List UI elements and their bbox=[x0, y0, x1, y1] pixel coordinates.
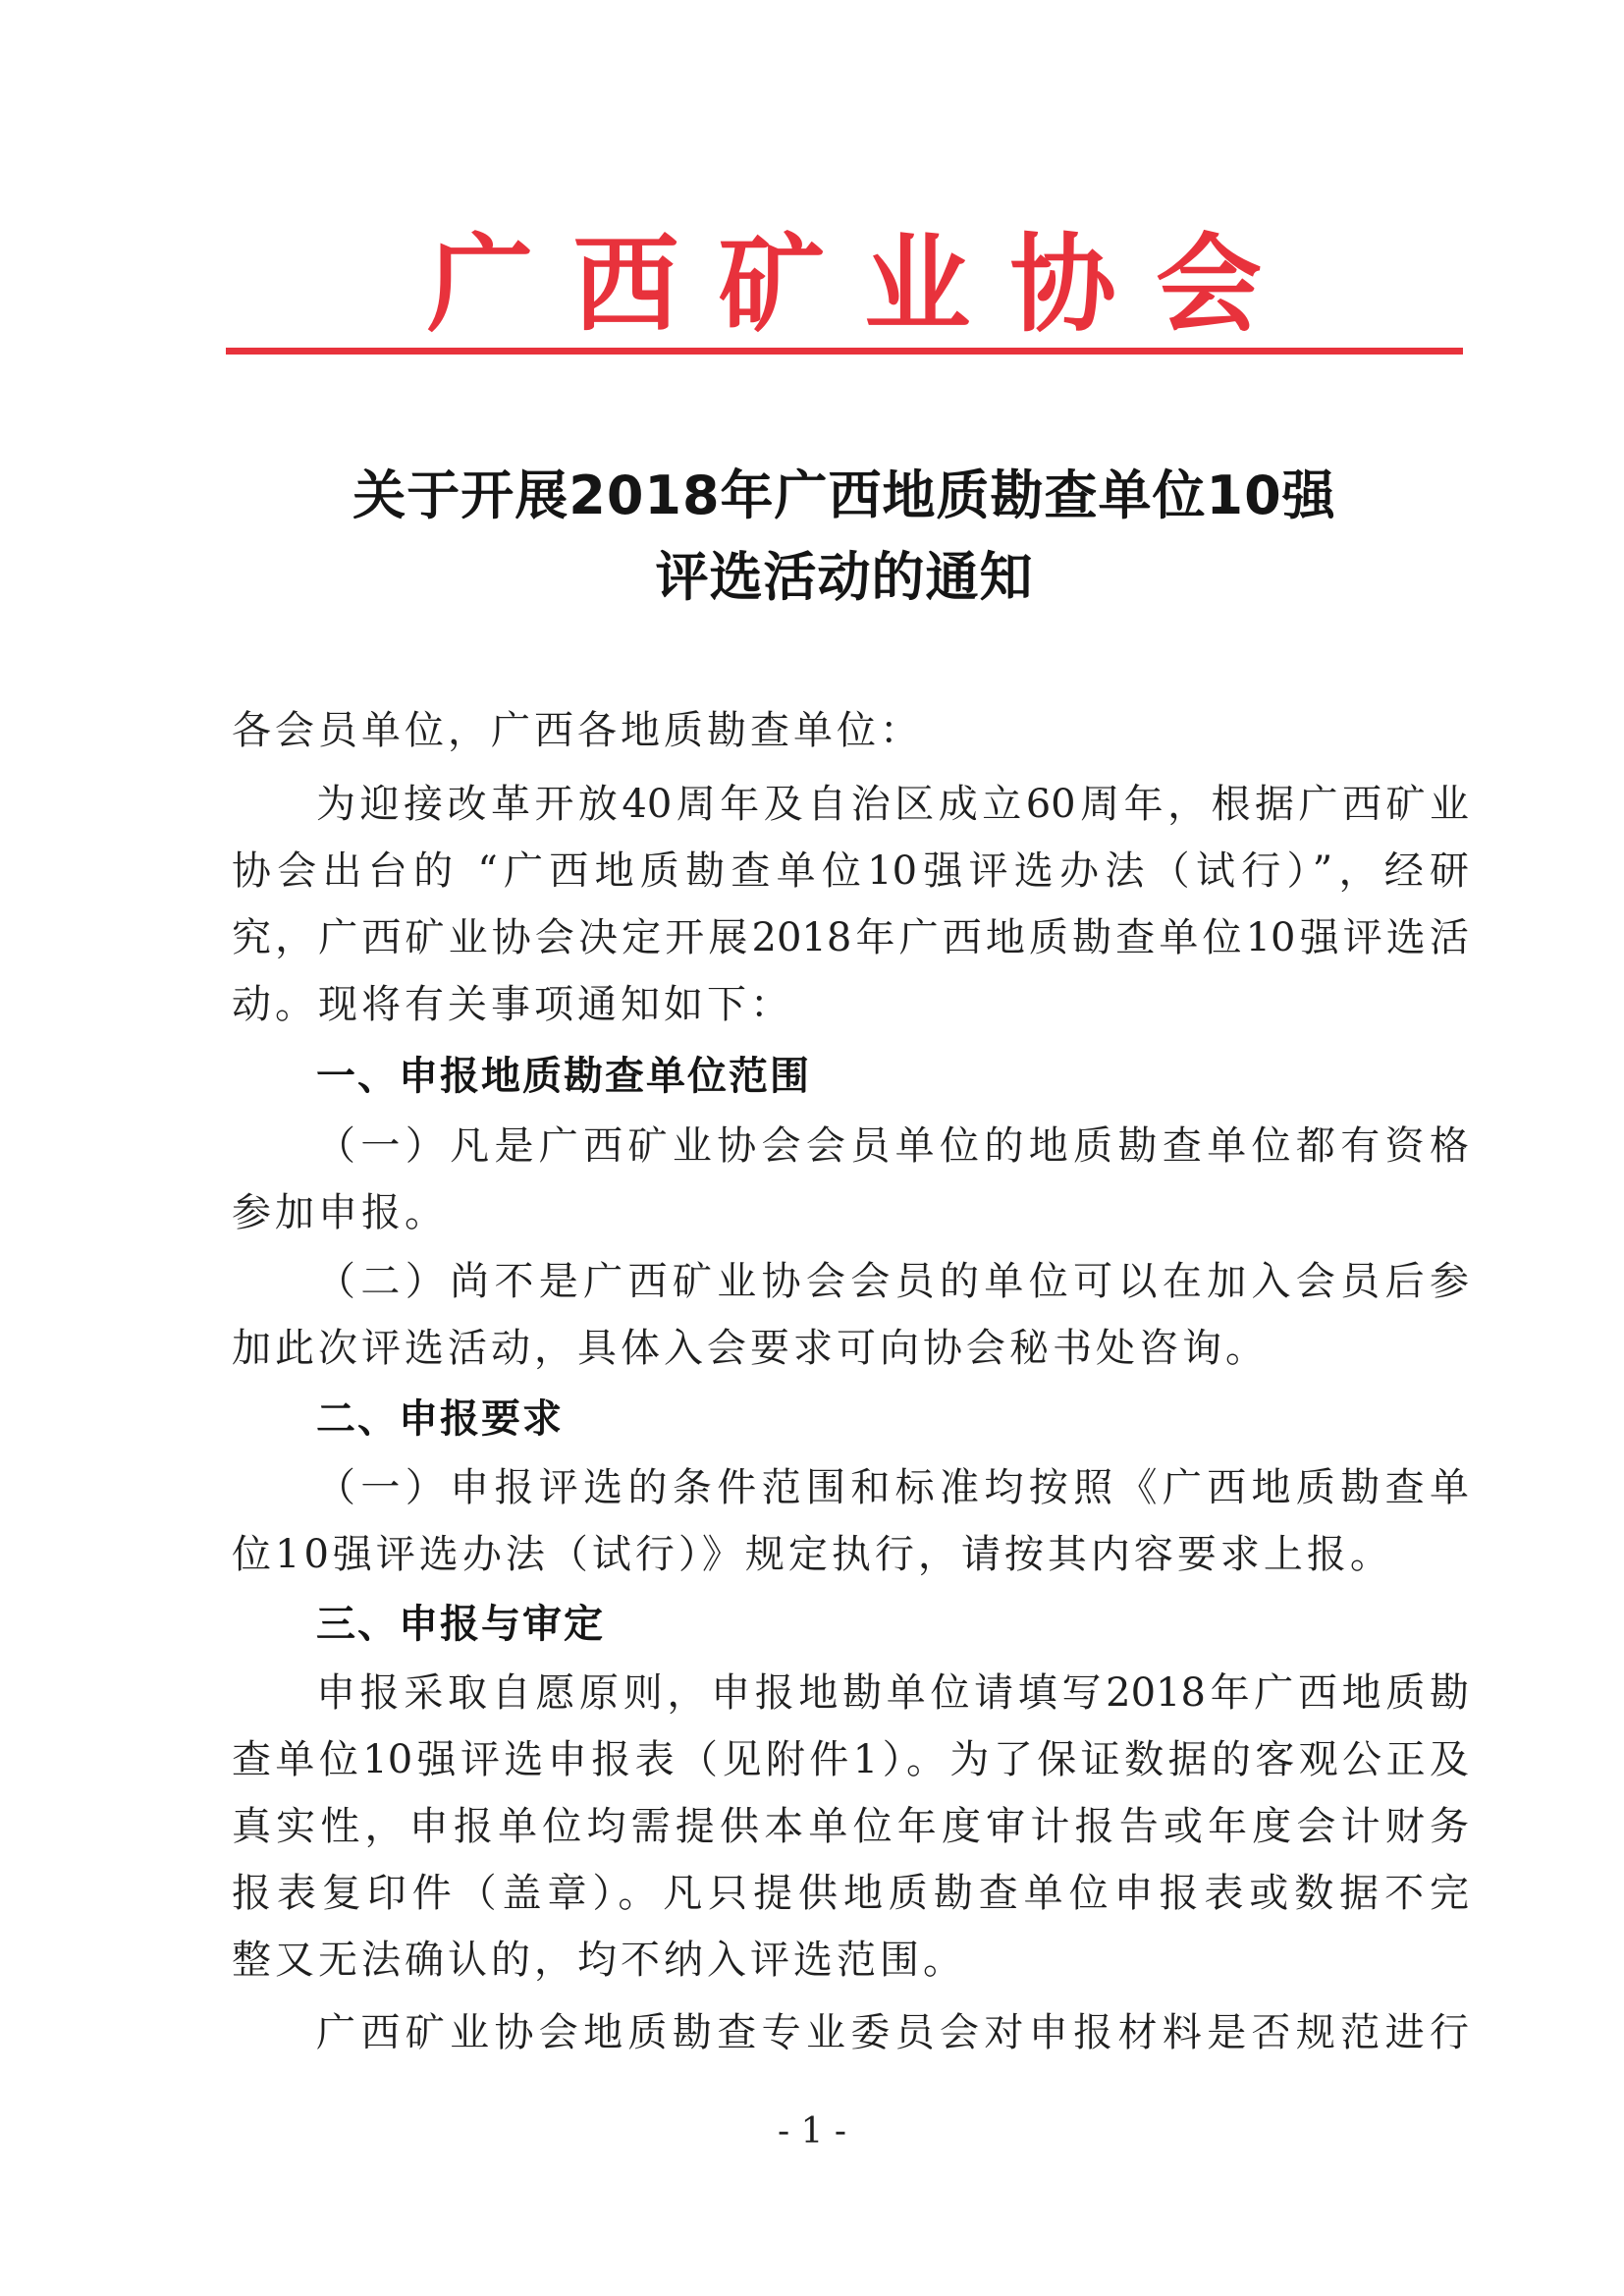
document-title-line-1: 关于开展2018年广西地质勘查单位10强 bbox=[352, 465, 1336, 526]
salutation: 各会员单位，广西各地质勘查单位： bbox=[232, 708, 923, 753]
intro-line: 协会出台的 “广西地质勘查单位10强评选办法（试行）”，经研 bbox=[232, 848, 1469, 894]
section-heading-3: 三、申报与审定 bbox=[316, 1602, 605, 1647]
section3-para2-line: 广西矿业协会地质勘查专业委员会对申报材料是否规范进行 bbox=[316, 2010, 1469, 2055]
letterhead-char: 西 bbox=[572, 223, 679, 347]
section1-item1-line: 参加申报。 bbox=[232, 1190, 448, 1235]
section-heading-2: 二、申报要求 bbox=[316, 1396, 564, 1442]
section3-para1-line: 真实性，申报单位均需提供本单位年度审计报告或年度会计财务 bbox=[232, 1804, 1469, 1849]
document-title-line-2: 评选活动的通知 bbox=[655, 546, 1034, 608]
section3-para1-line: 申报采取自愿原则，申报地勘单位请填写2018年广西地质勘 bbox=[316, 1670, 1469, 1716]
letterhead-char: 业 bbox=[864, 223, 971, 347]
letterhead-red-rule bbox=[226, 348, 1463, 355]
section1-item1-line: （一）凡是广西矿业协会会员单位的地质勘查单位都有资格 bbox=[316, 1123, 1469, 1169]
letterhead-char: 矿 bbox=[718, 223, 825, 347]
letterhead-org-name bbox=[226, 221, 1463, 349]
section1-item2-line: 加此次评选活动，具体入会要求可向协会秘书处咨询。 bbox=[232, 1326, 1269, 1371]
section3-para1-line: 报表复印件（盖章）。凡只提供地质勘查单位申报表或数据不完 bbox=[232, 1871, 1469, 1916]
intro-line: 为迎接改革开放40周年及自治区成立60周年，根据广西矿业 bbox=[316, 782, 1469, 827]
section3-para1-line: 查单位10强评选申报表（见附件1）。为了保证数据的客观公正及 bbox=[232, 1737, 1469, 1782]
intro-line: 究，广西矿业协会决定开展2018年广西地质勘查单位10强评选活 bbox=[232, 915, 1469, 960]
letterhead-char: 会 bbox=[1155, 223, 1262, 347]
section-heading-1: 一、申报地质勘查单位范围 bbox=[316, 1054, 811, 1099]
letterhead-char: 协 bbox=[1009, 223, 1116, 347]
page-number: - 1 - bbox=[777, 2111, 847, 2152]
section2-item1-line: （一）申报评选的条件范围和标准均按照《广西地质勘查单 bbox=[316, 1465, 1469, 1510]
section1-item2-line: （二）尚不是广西矿业协会会员的单位可以在加入会员后参 bbox=[316, 1259, 1469, 1304]
section2-item1-line: 位10强评选办法（试行）》规定执行，请按其内容要求上报。 bbox=[232, 1532, 1393, 1577]
letterhead-char: 广 bbox=[427, 223, 534, 347]
section3-para1-line: 整又无法确认的，均不纳入评选范围。 bbox=[232, 1938, 966, 1983]
intro-line: 动。现将有关事项通知如下： bbox=[232, 982, 793, 1027]
